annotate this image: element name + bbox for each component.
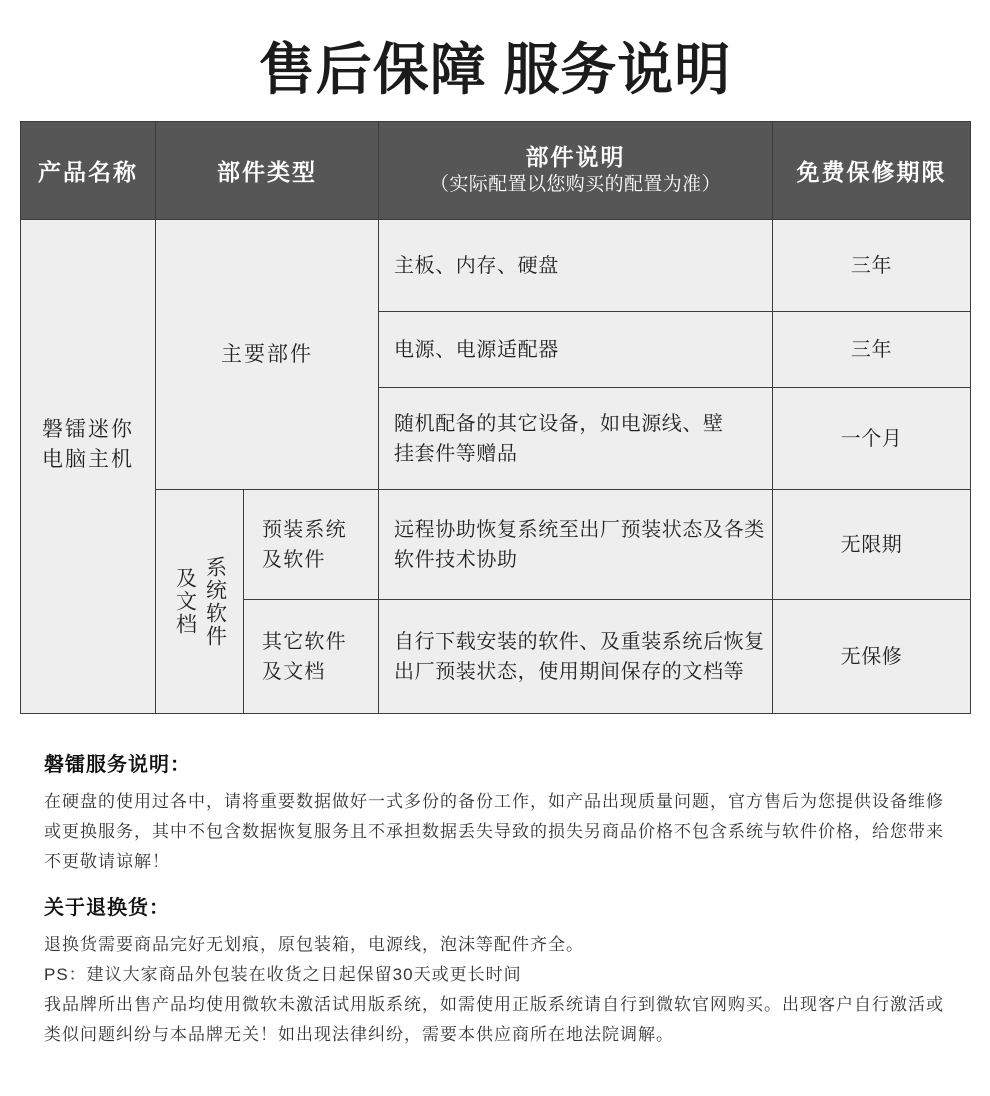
product-name-cell: [21, 220, 156, 714]
service-notes-line: 或更换服务，其中不包含数据恢复服务且不承担数据丢失导致的损失另商品价格不包含系统与软件价格，给您带来: [44, 822, 944, 841]
part-subtype-line: 预装系统: [262, 518, 347, 541]
part-description-cell: [379, 490, 773, 600]
software-group-label: [170, 547, 230, 657]
part-description-line: 自行下载安装的软件、及重装系统后恢复: [394, 630, 765, 653]
returns-line: 退换货需要商品完好无划痕，原包装箱，电源线，泡沫等配件齐全。: [44, 935, 584, 954]
product-name-line: 磐镭迷你: [42, 417, 134, 441]
main-parts-cell: 主要部件: [156, 220, 379, 490]
software-group-cell: [156, 490, 244, 714]
part-description-line: 挂套件等赠品: [394, 442, 518, 465]
table-row: [21, 490, 971, 600]
part-description-line: 软件技术协助: [394, 548, 518, 571]
part-description-line: 电源、电源适配器: [394, 338, 559, 361]
software-group-line: 系统软件: [203, 555, 227, 648]
part-description-cell: [379, 388, 773, 490]
warranty-cell: 三年: [773, 220, 971, 312]
header-part-description-label: 部件说明: [525, 143, 626, 170]
warranty-cell: 无保修: [773, 600, 971, 714]
service-notes-line: 不更敬请谅解！: [44, 852, 170, 871]
header-part-type: 部件类型: [156, 122, 379, 220]
returns-line: 类似问题纠纷与本品牌无关！如出现法律纠纷，需要本供应商所在地法院调解。: [44, 1025, 674, 1044]
part-subtype-cell: [244, 600, 379, 714]
part-subtype-line: 及文档: [262, 660, 326, 683]
header-warranty-period: 免费保修期限: [773, 122, 971, 220]
service-notes-title: 磐镭服务说明：: [44, 754, 191, 776]
returns-line: PS：建议大家商品外包装在收货之日起保留30天或更长时间: [44, 965, 522, 984]
part-subtype-cell: [244, 490, 379, 600]
returns-line: 我品牌所出售产品均使用微软未激活试用版系统，如需使用正版系统请自行到微软官网购买。出现客户自行激活或: [44, 995, 944, 1014]
warranty-cell: 无限期: [773, 490, 971, 600]
returns-section: [44, 893, 964, 1050]
part-description-cell: [379, 600, 773, 714]
product-name-line: 电脑主机: [42, 447, 134, 471]
warranty-cell: 三年: [773, 312, 971, 388]
header-part-description: [379, 122, 773, 220]
part-subtype-line: 其它软件: [262, 630, 347, 653]
warranty-cell: 一个月: [773, 388, 971, 490]
returns-title: 关于退换货：: [44, 897, 170, 919]
service-notes-section: [44, 750, 964, 877]
header-product-name: 产品名称: [21, 122, 156, 220]
service-notes-line: 在硬盘的使用过各中，请将重要数据做好一式多份的备份工作，如产品出现质量问题，官方售后为您提供设备维修: [44, 792, 944, 811]
part-subtype-line: 及软件: [262, 548, 326, 571]
table-row: [21, 220, 971, 312]
part-description-line: 远程协助恢复系统至出厂预装状态及各类: [394, 518, 765, 541]
part-description-line: 随机配备的其它设备，如电源线、壁: [394, 412, 724, 435]
software-group-line: 及文档: [173, 567, 197, 636]
part-description-line: 出厂预装状态，使用期间保存的文档等: [394, 660, 745, 683]
warranty-table: [20, 121, 971, 714]
part-description-cell: [379, 312, 773, 388]
table-header-row: [21, 122, 971, 220]
page-title: 售后保障 服务说明: [258, 38, 732, 101]
header-part-description-note: （实际配置以您购买的配置为准）: [429, 173, 721, 195]
part-description-cell: [379, 220, 773, 312]
part-description-line: 主板、内存、硬盘: [394, 254, 559, 277]
